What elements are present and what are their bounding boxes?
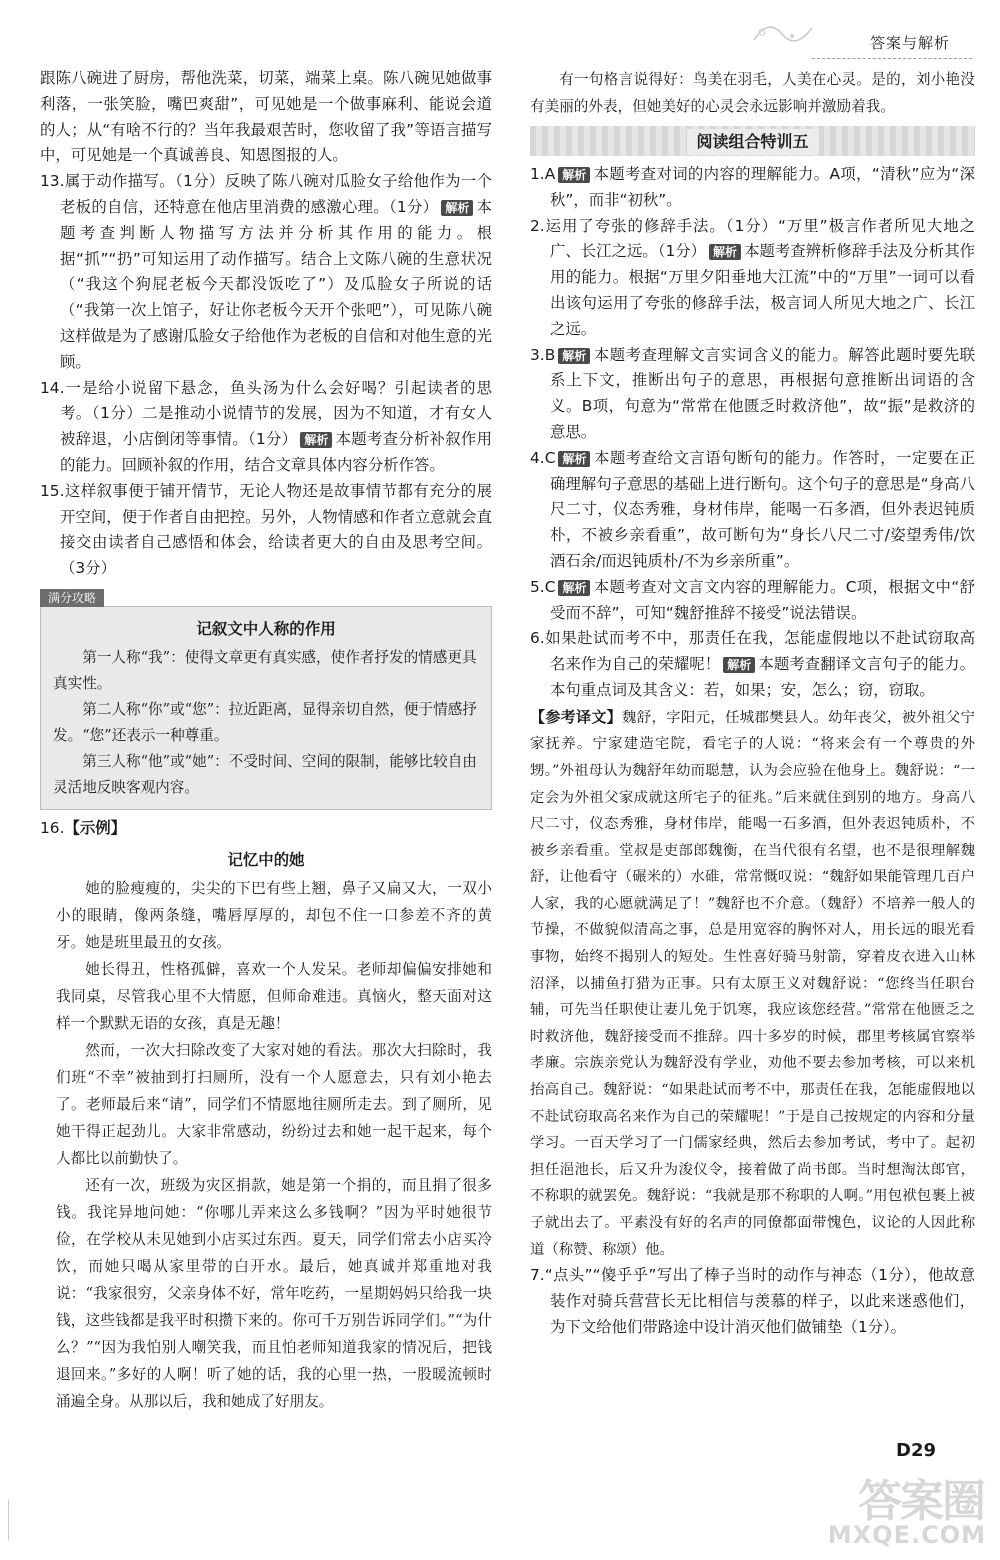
tip-line: 第二人称“你”或“您”：拉近距离，显得亲切自然，便于情感抒发。“您”还表示一种尊重。 xyxy=(53,700,477,744)
answer-3 xyxy=(530,343,975,446)
answer-1 xyxy=(530,162,975,214)
tip-box xyxy=(40,590,492,810)
analysis-text: 本题考查翻译文言句子的能力。本句重点词及其含义：若，如果；安，怎么；窃，窃取。 xyxy=(550,655,975,699)
analysis-badge: 解析 xyxy=(441,200,473,216)
tip-title: 记叙文中人称的作用 xyxy=(196,619,336,638)
page-header xyxy=(752,14,972,60)
analysis-text: 本题考查理解文言实词含义的能力。解答此题时要先联系上下文，推断出句子的意思，再根据句意推断出词语的含义。B项，句意为“常常在他匮乏时救济他”，故“振”是救济的意思。 xyxy=(550,345,975,441)
page-number: D29 xyxy=(896,1440,936,1461)
reference-translation xyxy=(530,704,975,1263)
analysis-text: 本题考查给文言语句断句的能力。作答时，一定要在正确理解句子意思的基础上进行断句。这个句子的意思是“身高八尺二寸，仪态秀雅，身材伟岸，能喝一石多酒，但外表迟钝质朴，不被乡亲看重”，故可断句为“身长八尺二寸/姿望秀伟/饮酒石余/而迟钝质朴/不为乡亲所重”。 xyxy=(550,448,975,570)
answer-choice: B xyxy=(544,345,556,364)
answer-text: 一是给小说留下悬念，鱼头汤为什么会好喝？引起读者的思考。（1分）二是推动小说情节的发展，因为不知道，才有女人被辞退，小店倒闭等事情。（1分） xyxy=(60,378,492,449)
question-number: 6. xyxy=(530,629,545,648)
essay-paragraph: 然而，一次大扫除改变了大家对她的看法。那次大扫除时，我们班“不幸”被抽到打扫厕所，没有一个人愿意去，只有刘小艳去了。老师最后来“请”，同学们不情愿地往厕所走去。到了厕所，见她干得正起劲儿。大家非常感动，纷纷过去和她一起干起来，每个人都比以前勤快了。 xyxy=(56,1042,492,1168)
answer-6 xyxy=(530,626,975,703)
analysis-badge: 解析 xyxy=(723,657,755,673)
answer-12-continuation: 跟陈八碗进了厨房，帮他洗菜，切菜，端菜上桌。陈八碗见她做事利落，一张笑脸，嘴巴爽甜”，可见她是一个做事麻利、能说会道的人；从“有啥不行的？当年我最艰苦时，您收留了我”等语言描写中，可见她是一个真诚善良、知恩图报的人。 xyxy=(40,69,492,165)
answer-16-heading xyxy=(40,816,492,842)
essay-paragraph: 还有一次，班级为灾区捐款，她是第一个捐的，而且捐了很多钱。我诧异地问她：“你哪儿弄来这么多钱啊？”因为平时她很节俭，在学校从未见她到小店买过东西。夏天，同学们常去小店买冷饮，而她只喝从家里带的白开水。最后，她真诚并郑重地对我说：“我家很穷，父亲身体不好，常年吃药，一星期妈妈只给我一块钱，这些钱都是我平时积攒下来的。你可千万别告诉同学们。”“为什么？”“因为我怕别人嘲笑我，而且怕老师知道我家的情况后，把钱退回来。”多好的人啊！听了她的话，我的心里一热，一股暖流顿时涌遍全身。从那以后，我和她成了好朋友。 xyxy=(56,1177,492,1411)
analysis-text: 本题考查分析补叙作用的能力。回顾补叙的作用，结合文章具体内容分析作答。 xyxy=(60,430,492,474)
question-number: 4. xyxy=(530,448,545,467)
answer-4 xyxy=(530,446,975,575)
section-banner xyxy=(530,126,975,156)
answer-choice: C xyxy=(544,577,556,596)
answer-2 xyxy=(530,214,975,343)
translation-label: 【参考译文】 xyxy=(530,707,622,726)
essay-closing-quote: 有一句格言说得好：鸟美在羽毛，人美在心灵。是的，刘小艳没有美丽的外表，但她美好的心灵会永远影响并激励着我。 xyxy=(530,71,975,115)
answer-15 xyxy=(40,479,492,582)
section-title: 阅读组合特训五 xyxy=(686,129,818,155)
answer-text: 如果赴试而考不中，那责任在我，怎能虚假地以不赴试窃取高名来作为自己的荣耀呢！ xyxy=(544,629,975,674)
right-column xyxy=(530,66,975,1341)
watermark-url: MXQE.COM xyxy=(827,1521,986,1549)
translation-text: 魏舒，字阳元，任城郡樊县人。幼年丧父，被外祖父宁家抚养。宁家建造宅院，看宅子的人说：“将来会有一个尊贵的外甥。”外祖母认为魏舒年幼而聪慧，认为会应验在他身上。魏舒说：“一定会为外祖父家成就这所宅子的征兆。”后来就住到别的地方。身高八尺二寸，仪态秀雅，身材伟岸，能喝一石多酒，但外表迟钝质朴，不被乡亲看重。堂叔是吏部郎魏衡，在当代很有名望，也不是很理解魏舒，让他看守（碾米的）水碓，常常慨叹说：“魏舒如果能管理几百户人家，我的心愿就满足了！”魏舒也不介意。（魏舒）不培养一般人的节操，不做貌似清高之事，总是用宽容的胸怀对人，用长远的眼光看事物，始终不揭别人的短处。生性喜好骑马射箭，穿着皮衣进入山林沼泽，以捕鱼打猎为正事。只有太原王义对魏舒说：“您终当任职台辅，可先当任职使让妻儿免于饥寒，我应该您经营。”常常在他匮乏之时救济他，魏舒接受而不推辞。四十多岁的时候，郡里考核属官察举孝廉。宗族亲党认为魏舒没有学业，劝他不要去参加考核，可以来机抬高自己。魏舒说：“如果赴试而考不中，那责任在我，怎能虚假地以不赴试窃取高名来作为自己的荣耀呢！”于是自己按规定的内容和分量学习。一百天学习了一门儒家经典，然后去参加考试，考中了。起初担任浥池长，后又升为浚仪令，接着做了尚书郎。当时想淘汰郎官，不称职的就罢免。魏舒说：“我就是那不称职的人啊。”用包袱包裹上被子就出去了。平素没有好的名声的同僚都面带愧色，议论的人因此称道（称赞、称颂）他。 xyxy=(530,709,975,1258)
analysis-text: 本题考查辨析修辞手法及分析其作用的能力。根据“万里夕阳垂地大江流”中的“万里”一词可以看出该句运用了夸张的修辞手法，极言词人所见大地之广、长江之远。 xyxy=(550,242,975,338)
analysis-badge: 解析 xyxy=(558,451,590,467)
answer-choice: A xyxy=(544,165,556,183)
answer-13 xyxy=(40,169,492,375)
essay-paragraph: 她长得丑，性格孤僻，喜欢一个人发呆。老师却偏偏安排她和我同桌，尽管我心里不大情愿，但师命难违。真恼火，整天面对这样一个默默无语的女孩，真是无趣！ xyxy=(56,961,492,1033)
answer-choice: C xyxy=(544,448,556,467)
question-number: 2. xyxy=(530,216,545,235)
analysis-text: 本题考查对词的内容的理解能力。A项，“清秋”应为“深秋”，而非“初秋”。 xyxy=(550,165,975,209)
tip-line: 第一人称“我”：使得文章更有真实感，使作者抒发的情感更具真实性。 xyxy=(53,648,477,692)
analysis-text: 本题考查对文言文内容的理解能力。C项，根据文中“舒受而不辞”，可知“魏舒推辞不接受”说法错误。 xyxy=(550,577,975,622)
essay-title: 记忆中的她 xyxy=(227,850,305,869)
essay-paragraph: 她的脸瘦瘦的，尖尖的下巴有些上翘，鼻子又扁又大，一双小小的眼睛，像两条缝，嘴唇厚厚的，却包不住一口参差不齐的黄牙。她是班里最丑的女孩。 xyxy=(56,880,492,952)
question-number: 7. xyxy=(530,1266,545,1285)
answer-text: “点头”“傻乎乎”写出了棒子当时的动作与神态（1分），他故意装作对骑兵营营长无比相信与羡慕的样子，以此来迷惑他们，为下文给他们带路途中设计消灭他们做铺垫（1分）。 xyxy=(544,1266,975,1336)
left-column xyxy=(40,66,492,1415)
answer-5 xyxy=(530,575,975,627)
tip-tag: 满分攻略 xyxy=(40,589,104,607)
page-corner-mark xyxy=(8,1500,19,1540)
answer-7 xyxy=(530,1263,975,1340)
analysis-badge: 解析 xyxy=(558,348,590,364)
analysis-badge: 解析 xyxy=(709,244,741,260)
question-number: 14. xyxy=(40,378,65,397)
answer-14 xyxy=(40,376,492,479)
analysis-text: 本题考查判断人物描写方法并分析其作用的能力。根据“抓”“扔”可知运用了动作描写。结合上文陈八碗的生意状况（“我这个狗屁老板今天都没饭吃了”）及瓜脸女子所说的话（“我第一次上馆子，好让你老板今天开个张吧”），可见陈八碗这样做是为了感谢瓜脸女子给他作为老板的自信和对他生意的光顾。 xyxy=(60,197,492,371)
analysis-badge: 解析 xyxy=(558,167,590,183)
site-watermark xyxy=(790,1465,990,1555)
example-label: 【示例】 xyxy=(64,818,127,837)
question-number: 16. xyxy=(40,818,65,837)
watermark-logo: 答案圈 xyxy=(858,1476,984,1527)
question-number: 1. xyxy=(530,165,545,183)
question-number: 5. xyxy=(530,577,545,596)
analysis-badge: 解析 xyxy=(300,432,332,448)
question-number: 3. xyxy=(530,345,545,364)
question-number: 15. xyxy=(40,481,65,500)
header-divider xyxy=(812,58,972,59)
question-number: 13. xyxy=(40,172,65,191)
header-title: 答案与解析 xyxy=(869,34,950,52)
answer-text: 运用了夸张的修辞手法。（1分）“万里”极言作者所见大地之广、长江之远。（1分） xyxy=(544,216,975,261)
answer-text: 这样叙事便于铺开情节，无论人物还是故事情节都有充分的展开空间，便于作者自由把控。另外，人物情感和作者立意就会直接交由读者自己感悟和体会，给读者更大的自由及思考空间。（3分） xyxy=(60,481,492,578)
answer-text: 属于动作描写。（1分）反映了陈八碗对瓜脸女子给他作为一个老板的自信，还特意在他店里消费的感激心理。（1分） xyxy=(60,172,492,216)
decorative-ornament-icon xyxy=(752,20,822,46)
tip-line: 第三人称“他”或“她”：不受时间、空间的限制，能够比较自由灵活地反映客观内容。 xyxy=(53,752,477,796)
analysis-badge: 解析 xyxy=(558,580,590,596)
